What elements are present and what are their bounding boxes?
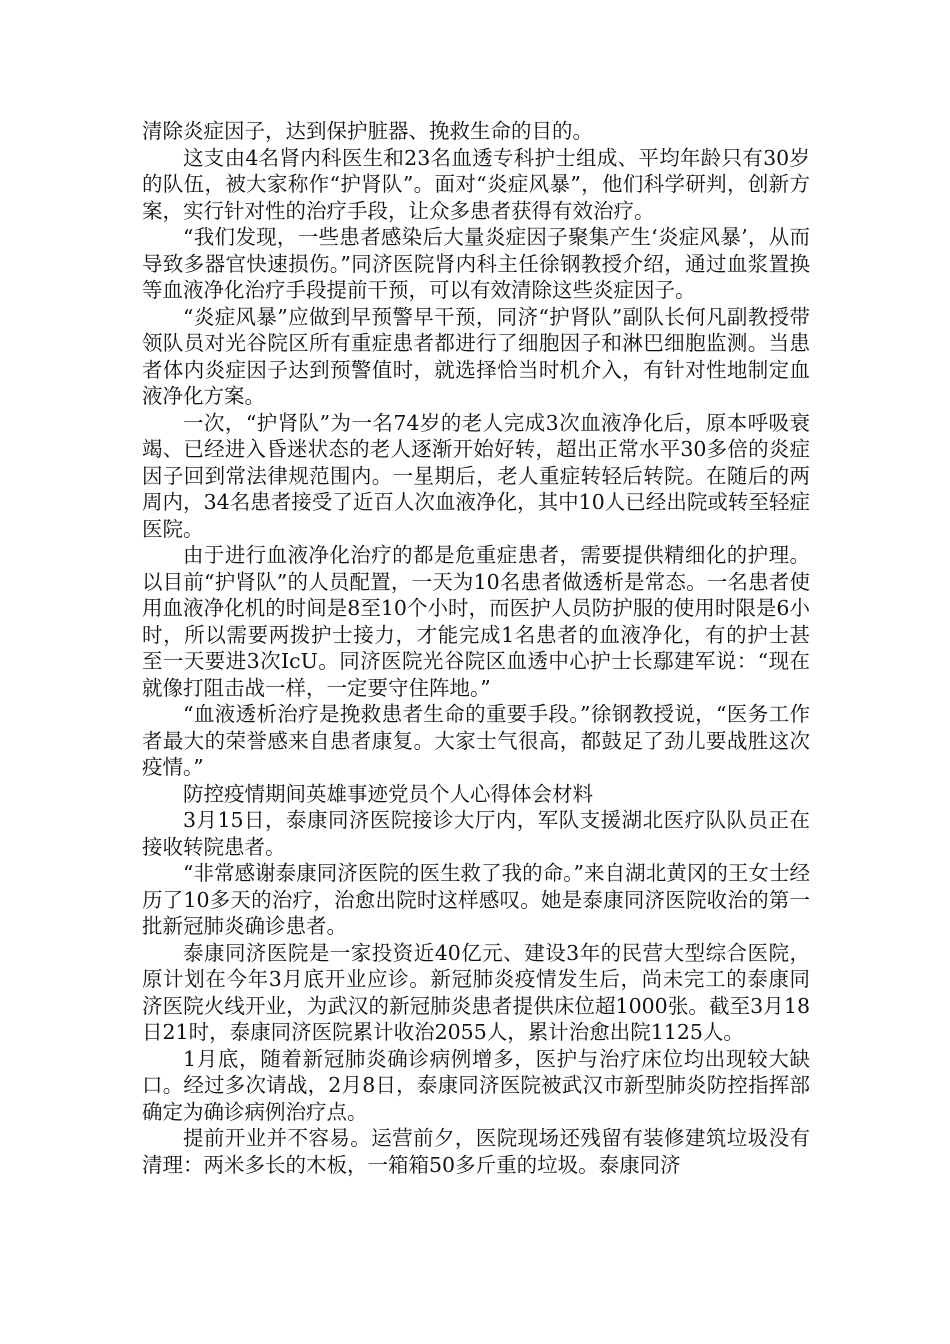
- document-body: [142, 118, 810, 1178]
- section-heading: 防控疫情期间英雄事迹党员个人心得体会材料: [183, 781, 593, 806]
- paragraph: 泰康同济医院是一家投资近40亿元、建设3年的民营大型综合医院，原计划在今年3月底开业应诊。新冠肺炎疫情发生后，尚未完工的泰康同济医院火线开业，为武汉的新冠肺炎患者提供床位超1000张。截至3月18日21时，泰康同济医院累计收治2055人，累计治愈出院1125人。: [142, 940, 810, 1044]
- paragraph: “我们发现，一些患者感染后大量炎症因子聚集产生‘炎症风暴’，从而导致多器官快速损伤。”同济医院肾内科主任徐钢教授介绍，通过血浆置换等血液净化治疗手段提前干预，可以有效清除这些炎症因子。: [142, 225, 810, 302]
- paragraph: “非常感谢泰康同济医院的医生救了我的命。”来自湖北黄冈的王女士经历了10多天的治疗，治愈出院时这样感叹。她是泰康同济医院收治的第一批新冠肺炎确诊患者。: [142, 861, 810, 938]
- paragraph: 1月底，随着新冠肺炎确诊病例增多，医护与治疗床位均出现较大缺口。经过多次请战，2月8日，泰康同济医院被武汉市新型肺炎防控指挥部确定为确诊病例治疗点。: [142, 1046, 810, 1124]
- paragraph: 这支由4名肾内科医生和23名血透专科护士组成、平均年龄只有30岁的队伍，被大家称作“护肾队”。面对“炎症风暴”，他们科学研判，创新方案，实行针对性的治疗手段，让众多患者获得有效治疗。: [142, 145, 810, 223]
- paragraph: “血液透析治疗是挽救患者生命的重要手段。”徐钢教授说，“医务工作者最大的荣誉感来自患者康复。大家士气很高，都鼓足了劲儿要战胜这次疫情。”: [142, 702, 810, 779]
- paragraph: 提前开业并不容易。运营前夕，医院现场还残留有装修建筑垃圾没有清理：两米多长的木板，一箱箱50多斤重的垃圾。泰康同济: [142, 1126, 810, 1177]
- paragraph: “炎症风暴”应做到早预警早干预，同济“护肾队”副队长何凡副教授带领队员对光谷院区所有重症患者都进行了细胞因子和淋巴细胞监测。当患者体内炎症因子达到预警值时，就选择恰当时机介入，有针对性地制定血液净化方案。: [142, 304, 810, 408]
- paragraph: 一次，“护肾队”为一名74岁的老人完成3次血液净化后，原本呼吸衰竭、已经进入昏迷状态的老人逐渐开始好转，超出正常水平30多倍的炎症因子回到常法律规范围内。一星期后，老人重症转轻后转院。在随后的两周内，34名患者接受了近百人次血液净化，其中10人已经出院或转至轻症医院。: [142, 410, 810, 541]
- paragraph: 由于进行血液净化治疗的都是危重症患者，需要提供精细化的护理。以目前“护肾队”的人员配置，一天为10名患者做透析是常态。一名患者使用血液净化机的时间是8至10个小时，而医护人员防护服的使用时限是6小时，所以需要两拨护士接力，才能完成1名患者的血液净化，有的护士甚至一天要进3次IcU。同济医院光谷院区血透中心护士长鄢建军说：“现在就像打阻击战一样，一定要守住阵地。”: [142, 543, 810, 700]
- paragraph: 清除炎症因子，达到保护脏器、挽救生命的目的。: [142, 119, 593, 143]
- paragraph: 3月15日，泰康同济医院接诊大厅内，军队支援湖北医疗队队员正在接收转院患者。: [142, 808, 810, 859]
